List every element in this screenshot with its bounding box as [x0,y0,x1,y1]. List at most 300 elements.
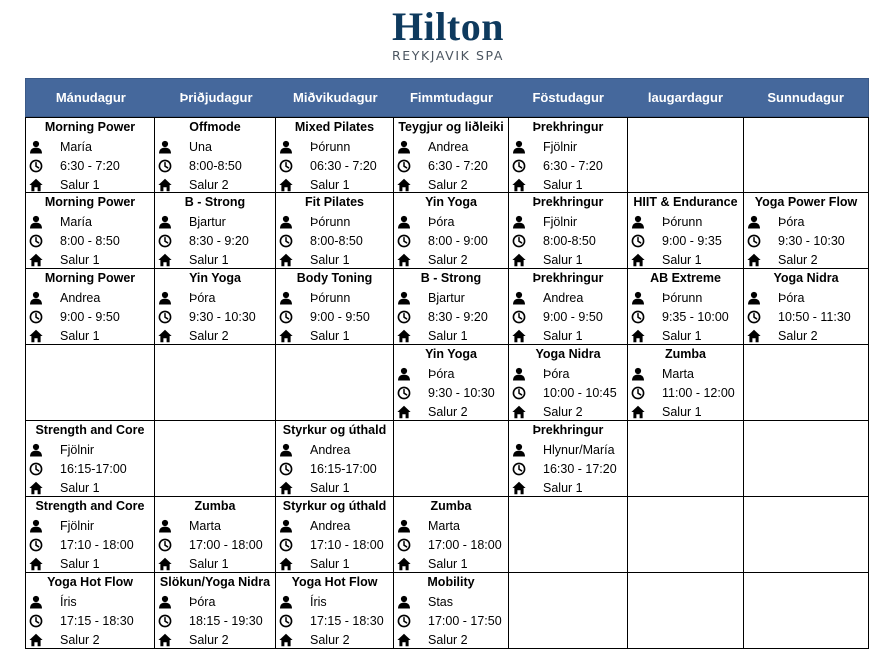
class-cell [394,345,509,421]
class-instructor: Þóra [428,366,455,381]
class-room-line [155,175,275,193]
empty-cell [276,345,394,421]
class-room-line [509,250,627,269]
class-title: Styrkur og úthald [282,423,387,437]
empty-cell [509,573,628,649]
class-room: Salur 1 [662,252,702,267]
house-icon [631,405,645,419]
class-time: 17:10 - 18:00 [310,537,384,552]
class-cell [155,193,276,269]
house-icon [397,557,411,571]
clock-icon [512,159,526,173]
clock-icon [279,614,293,628]
class-cell [628,269,744,345]
class-room-line [155,250,275,269]
clock-icon [747,310,761,324]
clock-icon [158,159,172,173]
class-instructor: Þórunn [310,214,351,229]
class-instructor-line [394,288,508,307]
empty-cell [744,421,869,497]
class-time: 8:00 - 8:50 [60,233,120,248]
day-header: Fimmtudagur [409,90,494,105]
class-cell [628,193,744,269]
class-title: Strength and Core [35,499,145,513]
class-instructor-line [276,440,393,459]
class-time: 8:00-8:50 [310,233,363,248]
empty-cell [744,573,869,649]
class-room: Salur 1 [662,328,702,343]
class-cell [25,573,155,649]
class-instructor-line [628,364,743,383]
class-instructor: Þóra [189,594,216,609]
class-time: 17:00 - 17:50 [428,613,502,628]
class-room: Salur 2 [189,632,229,647]
class-instructor-line [394,364,508,383]
clock-icon [397,234,411,248]
class-title: Yin Yoga [425,195,477,209]
house-icon [512,178,526,192]
class-time: 9:30 - 10:30 [428,385,495,400]
class-time-line [26,156,154,175]
class-cell [276,117,394,193]
class-instructor-line [744,288,868,307]
person-icon [29,595,43,609]
class-time: 9:35 - 10:00 [662,309,729,324]
class-cell [25,117,155,193]
person-icon [29,443,43,457]
empty-cell [744,117,869,193]
class-instructor-line [509,364,627,383]
class-room: Salur 2 [428,632,468,647]
class-room-line [509,175,627,193]
class-instructor: Fjölnir [543,139,578,154]
empty-cell [744,497,869,573]
house-icon [29,557,43,571]
class-cell [744,269,869,345]
clock-icon [397,386,411,400]
class-room-line [394,554,508,573]
class-time-line [394,535,508,554]
class-title: Zumba [194,499,236,513]
class-title: Morning Power [44,120,136,134]
empty-cell [628,573,744,649]
house-icon [279,481,293,495]
schedule-row [25,117,869,193]
person-icon [158,519,172,533]
clock-icon [279,462,293,476]
class-time-line [155,231,275,250]
class-instructor: Þóra [189,290,216,305]
class-instructor: Þórunn [662,290,703,305]
house-icon [158,633,172,647]
class-instructor: Íris [60,594,77,609]
schedule-grid [25,117,869,649]
house-icon [512,405,526,419]
class-time: 11:00 - 12:00 [662,385,735,400]
class-room-line [509,478,627,497]
house-icon [29,329,43,343]
class-instructor: Þóra [778,290,805,305]
class-room-line [276,478,393,497]
person-icon [631,215,645,229]
class-room: Salur 1 [189,556,229,571]
class-title: B - Strong [184,195,246,209]
class-title: Body Toning [296,271,373,285]
house-icon [397,329,411,343]
class-room-line [26,554,154,573]
class-room: Salur 1 [543,480,583,495]
class-cell [509,421,628,497]
class-instructor: Stas [428,594,454,609]
person-icon [512,215,526,229]
class-room: Salur 1 [310,328,350,343]
class-time: 9:30 - 10:30 [189,309,256,324]
class-time: 16:15-17:00 [60,461,127,476]
class-title: Yin Yoga [425,347,477,361]
class-room: Salur 2 [189,328,229,343]
class-room-line [394,326,508,345]
class-instructor-line [26,440,154,459]
person-icon [512,443,526,457]
house-icon [747,329,761,343]
class-room: Salur 1 [189,252,229,267]
class-instructor: María [60,139,92,154]
hilton-logo [0,6,896,64]
class-room: Salur 1 [310,480,350,495]
person-icon [631,367,645,381]
class-time-line [509,307,627,326]
class-time-line [26,611,154,630]
person-icon [29,140,43,154]
clock-icon [279,538,293,552]
empty-cell [25,345,155,421]
clock-icon [397,538,411,552]
class-room-line [276,175,393,193]
class-time: 8:30 - 9:20 [189,233,249,248]
class-cell [155,497,276,573]
class-instructor-line [276,288,393,307]
clock-icon [158,310,172,324]
class-time-line [26,535,154,554]
clock-icon [279,234,293,248]
class-time: 16:15-17:00 [310,461,377,476]
class-time: 18:15 - 19:30 [189,613,263,628]
class-room-line [394,250,508,269]
class-time-line [155,611,275,630]
schedule-row [25,269,869,345]
class-time-line [394,611,508,630]
class-time-line [509,459,627,478]
house-icon [279,633,293,647]
class-room: Salur 2 [428,177,468,192]
class-room-line [628,250,743,269]
class-instructor: Þórunn [310,290,351,305]
class-room-line [276,250,393,269]
class-instructor: Þóra [428,214,455,229]
clock-icon [512,386,526,400]
class-room-line [155,326,275,345]
class-room: Salur 1 [428,328,468,343]
class-room-line [628,402,743,421]
class-instructor-line [276,212,393,231]
class-room-line [276,630,393,649]
person-icon [29,215,43,229]
day-header: Þriðjudagur [179,90,253,105]
class-title: Teygjur og liðleiki [398,120,504,134]
empty-cell [155,345,276,421]
class-title: Yoga Hot Flow [47,575,133,589]
empty-cell [628,117,744,193]
class-time: 17:00 - 18:00 [428,537,502,552]
class-time: 06:30 - 7:20 [310,158,377,173]
clock-icon [29,614,43,628]
house-icon [29,253,43,267]
class-time: 10:00 - 10:45 [543,385,617,400]
person-icon [512,140,526,154]
class-instructor-line [155,288,275,307]
class-instructor: Andrea [60,290,101,305]
class-room: Salur 1 [543,177,583,192]
schedule-row [25,421,869,497]
person-icon [158,140,172,154]
person-icon [397,215,411,229]
empty-cell [155,421,276,497]
class-time-line [394,307,508,326]
class-instructor-line [26,137,154,156]
class-title: Slökun/Yoga Nidra [159,575,271,589]
day-header: Miðvikudagur [293,90,378,105]
person-icon [279,140,293,154]
class-room-line [26,478,154,497]
class-time: 9:30 - 10:30 [778,233,845,248]
class-room-line [394,402,508,421]
class-instructor-line [155,137,275,156]
class-time: 17:15 - 18:30 [310,613,384,628]
class-title: Offmode [189,120,241,134]
class-cell [276,497,394,573]
house-icon [158,557,172,571]
class-title: Þrekhringur [532,423,604,437]
class-cell [509,193,628,269]
class-cell [394,117,509,193]
days-header [25,78,869,117]
class-instructor: Þóra [778,214,805,229]
class-time-line [628,383,743,402]
class-instructor-line [628,212,743,231]
class-instructor: Íris [310,594,327,609]
class-room: Salur 2 [778,252,818,267]
class-time: 9:00 - 9:50 [60,309,120,324]
class-room: Salur 2 [310,632,350,647]
class-instructor-line [155,212,275,231]
person-icon [158,595,172,609]
class-title: Strength and Core [35,423,145,437]
class-title: Þrekhringur [532,271,604,285]
class-title: Styrkur og úthald [282,499,387,513]
class-time-line [628,231,743,250]
class-time: 8:30 - 9:20 [428,309,488,324]
class-instructor: Fjölnir [60,518,95,533]
person-icon [397,367,411,381]
class-time-line [744,307,868,326]
class-cell [155,573,276,649]
class-instructor-line [276,137,393,156]
class-instructor: Bjartur [189,214,226,229]
schedule-row [25,497,869,573]
class-cell [509,117,628,193]
class-title: Þrekhringur [532,195,604,209]
class-room-line [26,250,154,269]
class-instructor-line [744,212,868,231]
class-instructor-line [276,592,393,611]
class-time: 17:15 - 18:30 [60,613,134,628]
class-room: Salur 1 [60,556,100,571]
class-time-line [509,231,627,250]
empty-cell [628,497,744,573]
class-time: 9:00 - 9:50 [543,309,603,324]
class-time-line [509,383,627,402]
class-cell [155,269,276,345]
clock-icon [279,159,293,173]
class-title: Mixed Pilates [294,120,375,134]
person-icon [279,595,293,609]
house-icon [158,178,172,192]
class-time-line [26,231,154,250]
class-time-line [276,307,393,326]
clock-icon [158,614,172,628]
clock-icon [29,234,43,248]
class-room-line [26,326,154,345]
person-icon [512,291,526,305]
class-room: Salur 1 [60,177,100,192]
class-time-line [276,459,393,478]
class-room: Salur 2 [189,177,229,192]
class-room: Salur 1 [310,252,350,267]
person-icon [512,367,526,381]
class-room: Salur 1 [60,328,100,343]
class-instructor-line [628,288,743,307]
empty-cell [744,345,869,421]
class-instructor: Bjartur [428,290,465,305]
class-instructor-line [26,592,154,611]
class-title: Yoga Nidra [773,271,839,285]
class-title: Yin Yoga [189,271,241,285]
class-instructor-line [394,137,508,156]
house-icon [512,329,526,343]
class-time-line [394,383,508,402]
class-room: Salur 1 [60,252,100,267]
clock-icon [397,614,411,628]
class-room-line [509,326,627,345]
class-time: 6:30 - 7:20 [428,158,488,173]
logo-brand: Hilton [392,4,504,49]
clock-icon [397,310,411,324]
class-instructor: Þórunn [662,214,703,229]
house-icon [397,633,411,647]
class-cell [394,269,509,345]
person-icon [158,215,172,229]
day-header: Mánudagur [55,90,126,105]
class-instructor-line [394,592,508,611]
house-icon [279,329,293,343]
class-room-line [155,554,275,573]
person-icon [397,291,411,305]
house-icon [512,253,526,267]
class-instructor-line [509,440,627,459]
class-time-line [276,535,393,554]
clock-icon [512,462,526,476]
class-time: 8:00 - 9:00 [428,233,488,248]
person-icon [279,215,293,229]
class-room: Salur 2 [778,328,818,343]
class-instructor: Marta [189,518,221,533]
class-instructor-line [26,212,154,231]
class-room: Salur 1 [543,328,583,343]
day-header: laugardagur [647,90,723,105]
class-cell [276,421,394,497]
class-room: Salur 2 [428,252,468,267]
class-cell [744,193,869,269]
person-icon [279,291,293,305]
clock-icon [279,310,293,324]
schedule-row [25,573,869,649]
class-cell [155,117,276,193]
clock-icon [397,159,411,173]
class-instructor: Þórunn [310,139,351,154]
clock-icon [158,538,172,552]
class-title: Þrekhringur [532,120,604,134]
empty-cell [628,421,744,497]
class-cell [25,421,155,497]
class-room: Salur 1 [428,556,468,571]
class-instructor: Þóra [543,366,570,381]
class-title: Morning Power [44,271,136,285]
person-icon [747,215,761,229]
class-room: Salur 1 [662,404,702,419]
class-instructor: Fjölnir [60,442,95,457]
class-room-line [276,554,393,573]
class-instructor: Andrea [428,139,469,154]
class-cell [276,573,394,649]
person-icon [747,291,761,305]
house-icon [158,329,172,343]
schedule-row [25,345,869,421]
class-room: Salur 1 [543,252,583,267]
class-time: 9:00 - 9:35 [662,233,722,248]
house-icon [631,329,645,343]
class-time-line [155,156,275,175]
class-time: 16:30 - 17:20 [543,461,617,476]
class-title: Yoga Hot Flow [291,575,378,589]
class-time-line [744,231,868,250]
person-icon [29,291,43,305]
class-time: 6:30 - 7:20 [543,158,603,173]
class-title: AB Extreme [650,271,721,285]
class-instructor-line [155,592,275,611]
clock-icon [29,310,43,324]
class-time-line [26,459,154,478]
class-cell [394,497,509,573]
class-time-line [26,307,154,326]
class-cell [394,573,509,649]
class-room-line [26,630,154,649]
class-room: Salur 1 [310,556,350,571]
class-time: 17:10 - 18:00 [60,537,134,552]
clock-icon [512,310,526,324]
class-room-line [744,326,868,345]
class-time-line [155,307,275,326]
clock-icon [631,310,645,324]
